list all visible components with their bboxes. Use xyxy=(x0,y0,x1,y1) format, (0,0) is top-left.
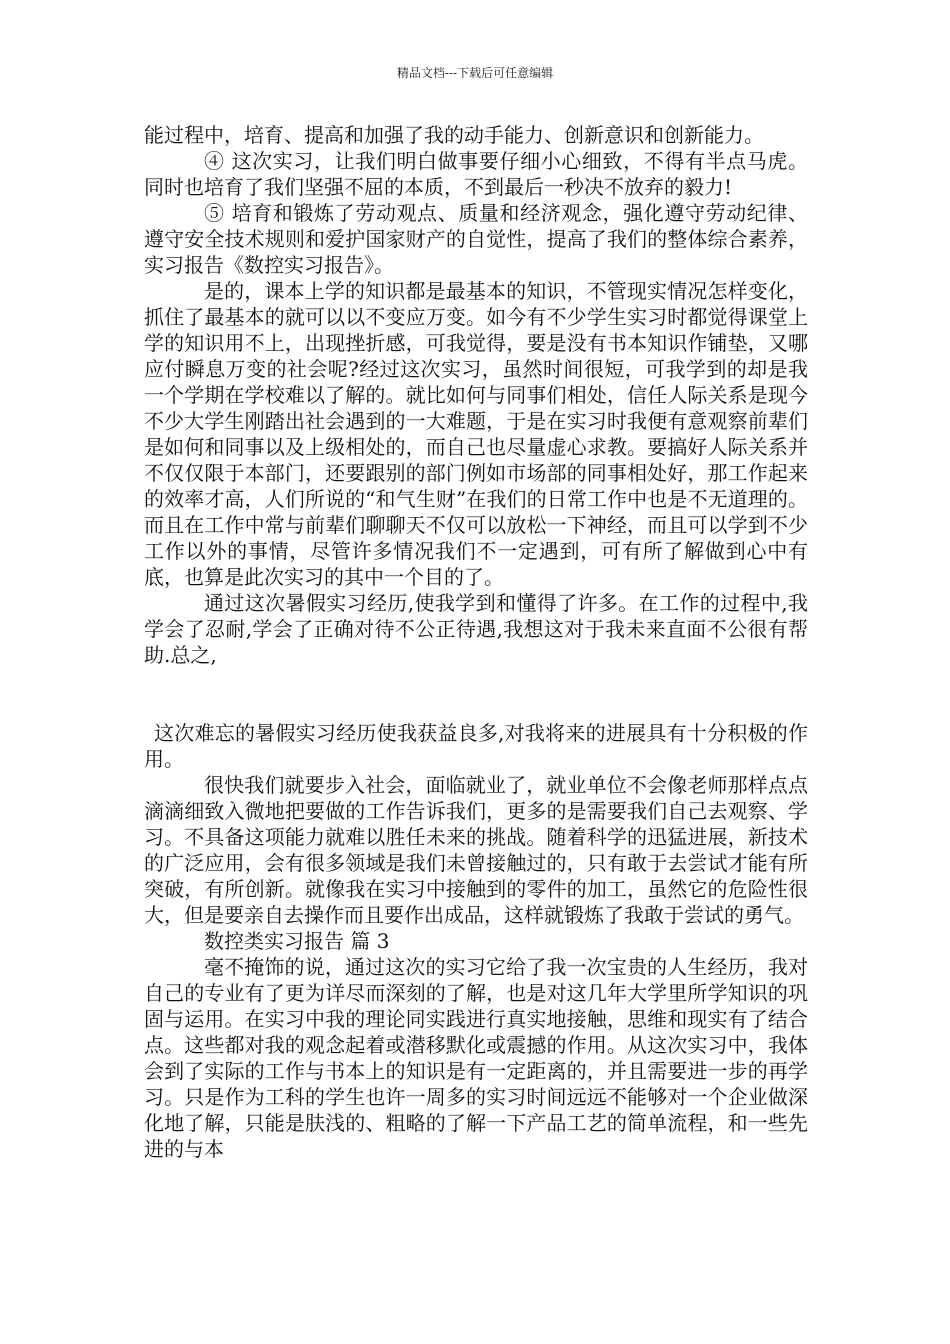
paragraph-8: 毫不掩饰的说，通过这次的实习它给了我一次宝贵的人生经历，我对自己的专业有了更为详尽而深刻的了解，也是对这几年大学里所学知识的巩固与运用。在实习中我的理论同实践进行真实地接触，思维和现实有了结合点。这些都对我的观念起着或潜移默化或震撼的作用。从这次实习中，我体会到了实际的工作与书本上的知识是有一定距离的，并且需要进一步的再学习。只是作为工科的学生也许一周多的实习时间远远不能够对一个企业做深化地了解，只能是肤浅的、粗略的了解一下产品工艺的简单流程，和一些先进的与本 xyxy=(144,955,808,1161)
paragraph-1: 能过程中，培育、提高和加强了我的动手能力、创新意识和创新能力。 xyxy=(144,123,764,147)
paragraph-5: 通过这次暑假实习经历,使我学到和懂得了许多。在工作的过程中,我学会了忍耐,学会了正确对待不公正待遇,我想这对于我未来直面不公很有帮助.总之, xyxy=(144,591,808,667)
paragraph-7: 很快我们就要步入社会，面临就业了，就业单位不会像老师那样点点滴滴细致入微地把要做的工作告诉我们，更多的是需要我们自己去观察、学习。不具备这项能力就难以胜任未来的挑战。随着科学的迅猛进展，新技术的广泛应用，会有很多领域是我们未曾接触过的，只有敢于去尝试才能有所突破，有所创新。就像我在实习中接触到的零件的加工，虽然它的危险性很大，但是要亲自去操作而且要作出成品，这样就锻炼了我敢于尝试的勇气。 xyxy=(144,773,808,927)
page-header: 精品文档---下载后可任意编辑 xyxy=(396,66,554,80)
paragraph-3: ⑤ 培育和锻炼了劳动观点、质量和经济观念，强化遵守劳动纪律、遵守安全技术规则和爱护国家财产的自觉性，提高了我们的整体综合素养，实习报告《数控实习报告》。 xyxy=(144,201,808,277)
document-body xyxy=(144,122,808,1162)
paragraph-2: ④ 这次实习，让我们明白做事要仔细小心细致，不得有半点马虎。同时也培育了我们坚强不屈的本质，不到最后一秒决不放弃的毅力! xyxy=(144,149,808,199)
paragraph-4: 是的，课本上学的知识都是最基本的知识，不管现实情况怎样变化，抓住了最基本的就可以以不变应万变。如今有不少学生实习时都觉得课堂上学的知识用不上，出现挫折感，可我觉得，要是没有书本知识作铺垫，又哪应付瞬息万变的社会呢?经过这次实习，虽然时间很短，可我学到的却是我一个学期在学校难以了解的。就比如何与同事们相处，信任人际关系是现今不少大学生刚踏出社会遇到的一大难题，于是在实习时我便有意观察前辈们是如何和同事以及上级相处的，而自己也尽量虚心求教。要搞好人际关系并不仅仅限于本部门，还要跟别的部门例如市场部的同事相处好，那工作起来的效率才高，人们所说的“和气生财”在我们的日常工作中也是不无道理的。而且在工作中常与前辈们聊聊天不仅可以放松一下神经，而且可以学到不少工作以外的事情，尽管许多情况我们不一定遇到，可有所了解做到心中有底，也算是此次实习的其中一个目的了。 xyxy=(144,279,808,589)
paragraph-gap xyxy=(144,668,808,720)
section-heading: 数控类实习报告 篇 3 xyxy=(204,929,390,953)
paragraph-6: 这次难忘的暑假实习经历使我获益良多,对我将来的进展具有十分积极的作用。 xyxy=(144,721,808,771)
